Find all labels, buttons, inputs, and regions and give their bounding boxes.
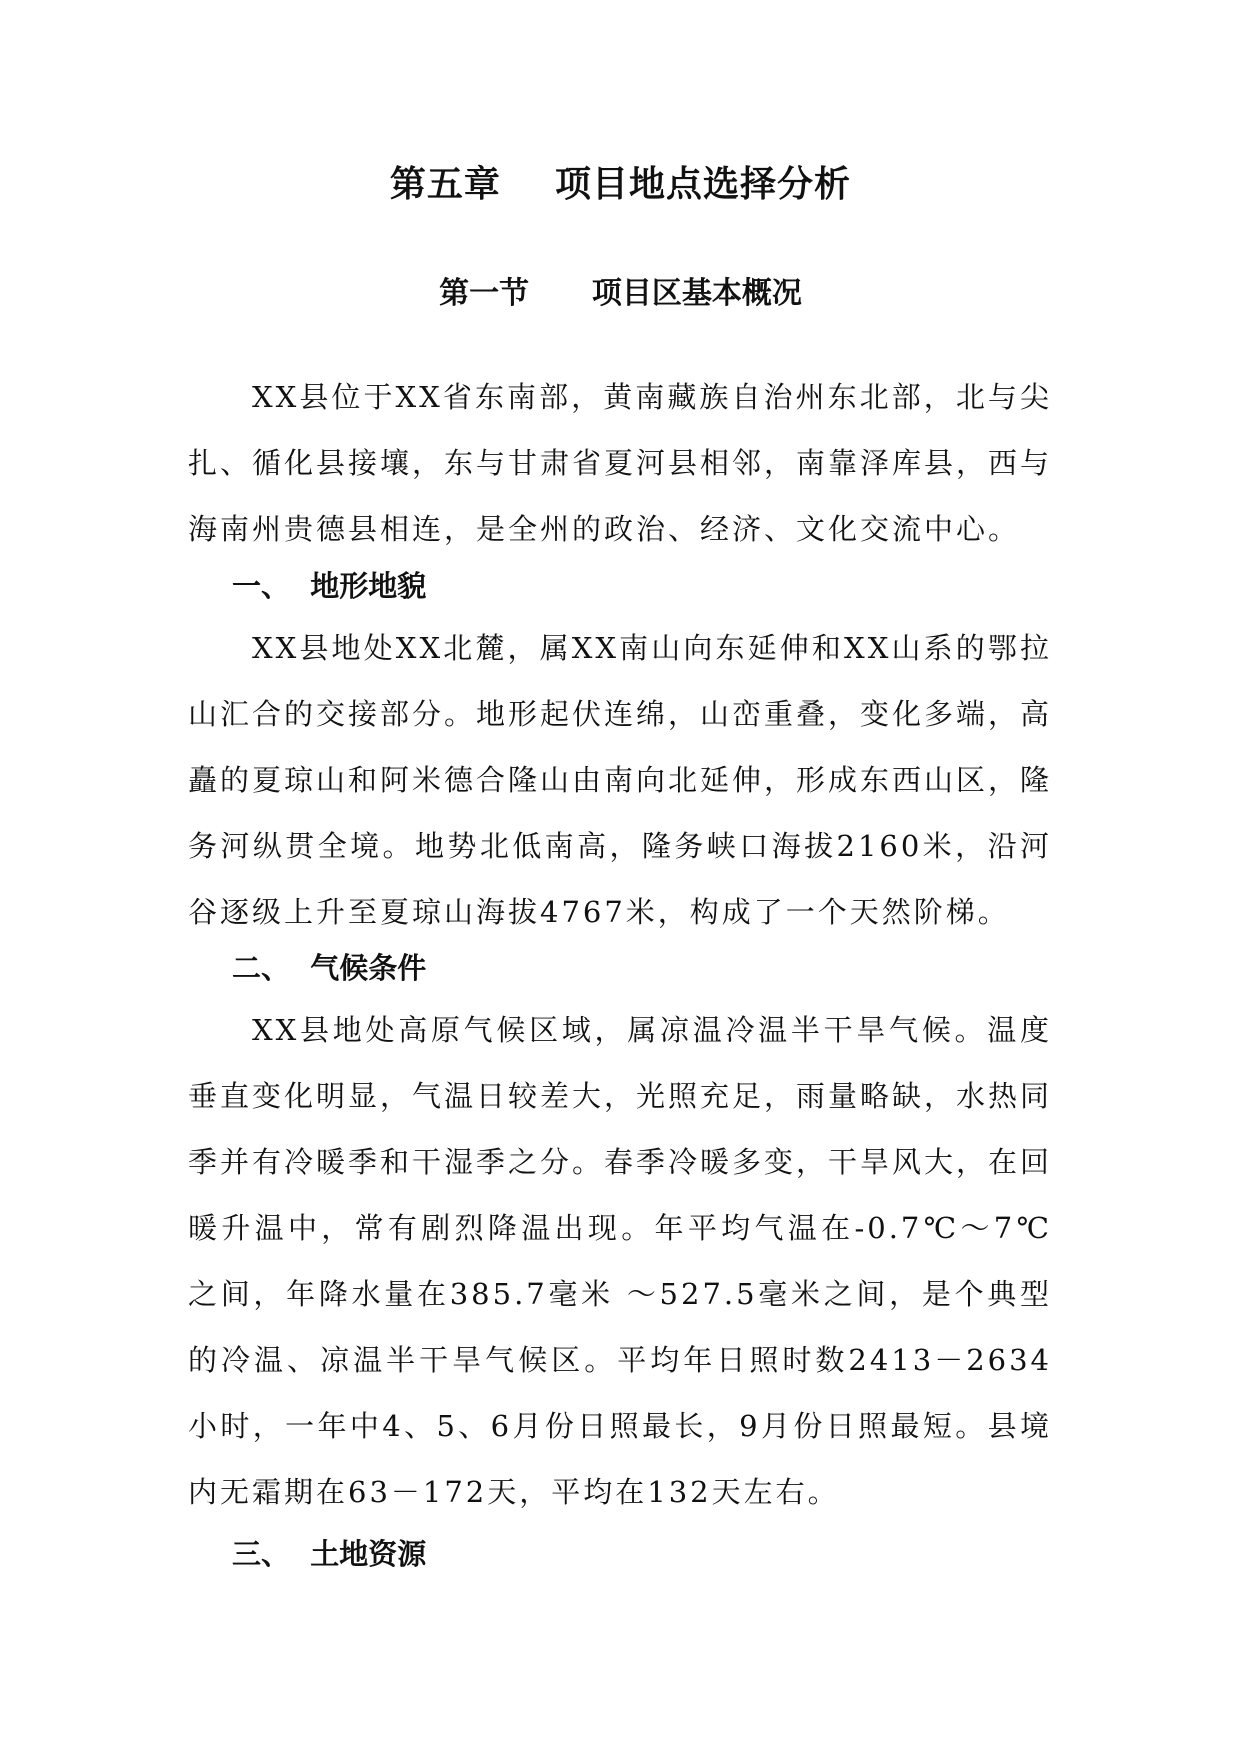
subsection-heading-land: 三、 土地资源	[232, 1537, 427, 1571]
terrain-paragraph: XX县地处XX北麓，属XX南山向东延伸和XX山系的鄂拉山汇合的交接部分。地形起伏连绵，山峦重叠，变化多端，高矗的夏琼山和阿米德合隆山由南向北延伸，形成东西山区，隆务河纵贯全境。地势北低南高，隆务峡口海拔2160米，沿河谷逐级上升至夏琼山海拔4767米，构成了一个天然阶梯。	[188, 631, 1053, 929]
section-title: 第一节 项目区基本概况	[439, 276, 802, 311]
subsection-heading-terrain: 一、 地形地貌	[232, 569, 427, 603]
subsection-heading-climate: 二、 气候条件	[232, 951, 427, 985]
intro-paragraph: XX县位于XX省东南部，黄南藏族自治州东北部，北与尖扎、循化县接壤，东与甘肃省夏河县相邻，南靠泽库县，西与海南州贵德县相连，是全州的政治、经济、文化交流中心。	[188, 380, 1053, 546]
climate-paragraph: XX县地处高原气候区域，属凉温冷温半干旱气候。温度垂直变化明显，气温日较差大，光照充足，雨量略缺，水热同季并有冷暖季和干湿季之分。春季冷暖多变，干旱风大，在回暖升温中，常有剧烈降温出现。年平均气温在-0.7℃～7℃之间，年降水量在385.7毫米 ～527.5毫米之间，是个典型的冷温、凉温半干旱气候区。平均年日照时数2413－2634小时，一年中4、5、6月份日照最长，9月份日照最短。县境内无霜期在63－172天，平均在132天左右。	[188, 1013, 1053, 1509]
chapter-title: 第五章 项目地点选择分析	[389, 164, 852, 205]
